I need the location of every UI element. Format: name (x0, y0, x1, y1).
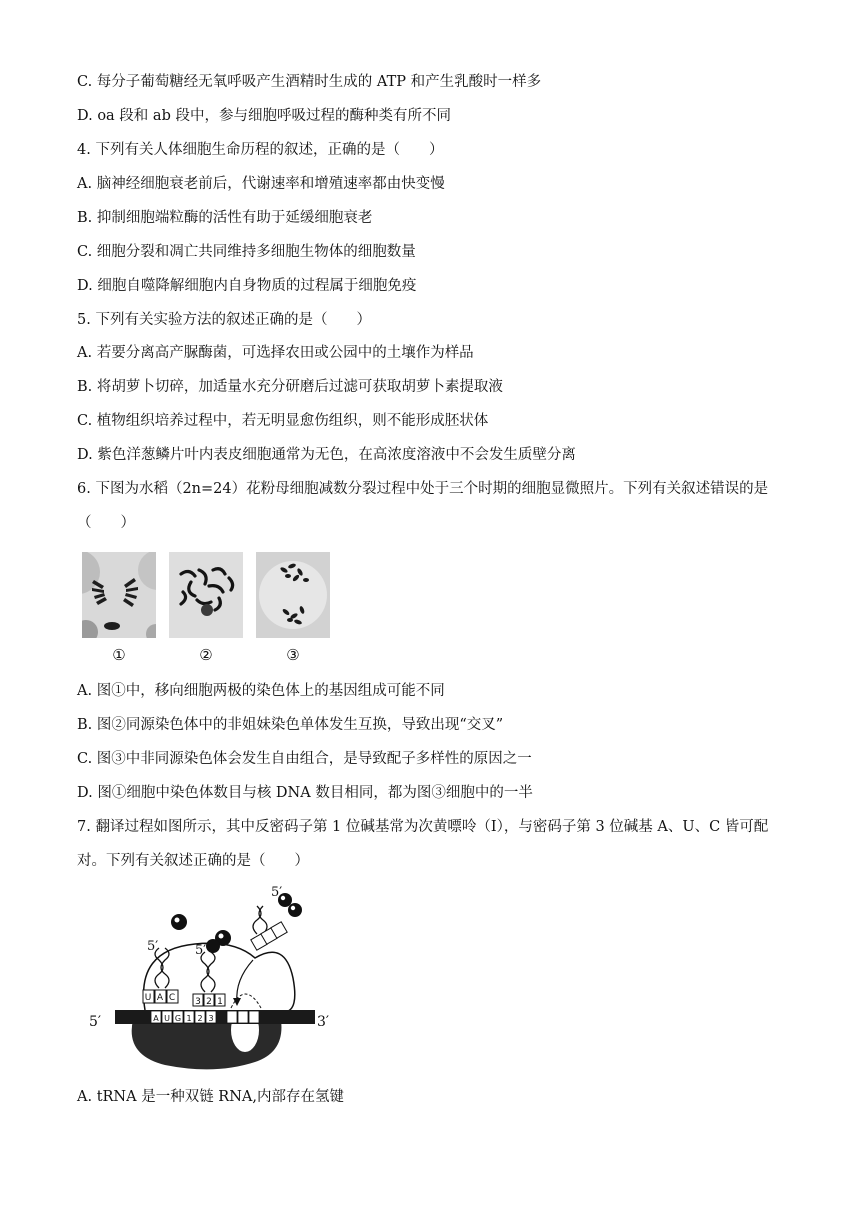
option-b: B. 抑制细胞端粒酶的活性有助于延缓细胞衰老 (77, 210, 373, 226)
codon-base: A (153, 1014, 159, 1023)
anticodon-base: 1 (217, 997, 223, 1007)
option-c: C. 植物组织培养过程中，若无明显愈伤组织，则不能形成胚状体 (77, 413, 489, 429)
anticodon-base: C (168, 993, 176, 1003)
question-6-stem: 6. 下图为水稻（2n=24）花粉母细胞减数分裂过程中处于三个时期的细胞显微照片。下列有关叙述错误的是 (77, 481, 769, 497)
text-line: D. oa 段和 ab 段中，参与细胞呼吸过程的酶种类有所不同 (77, 108, 451, 124)
codon-base: 1 (186, 1014, 192, 1023)
codon-base: 2 (197, 1014, 203, 1023)
option-d: D. 图①细胞中染色体数目与核 DNA 数目相同，都为图③细胞中的一半 (77, 785, 533, 801)
question-7-stem-cont: 对。下列有关叙述正确的是（ ） (77, 853, 309, 869)
mrna-3-label: 3′ (317, 1014, 330, 1030)
option-a: A. 脑神经细胞衰老前后，代谢速率和增殖速率都由快变慢 (77, 176, 445, 192)
codon-base: U (164, 1014, 170, 1023)
option-c: C. 细胞分裂和凋亡共同维持多细胞生物体的细胞数量 (77, 244, 416, 260)
option-a: A. 若要分离高产脲酶菌，可选择农田或公园中的土壤作为样品 (77, 345, 474, 361)
micrograph-caption: ① (112, 646, 126, 664)
micrograph-caption: ② (199, 646, 213, 664)
question-4-stem: 4. 下列有关人体细胞生命历程的叙述，正确的是（ ） (77, 142, 444, 158)
micrograph-caption: ③ (286, 646, 300, 664)
option-b: B. 将胡萝卜切碎，加适量水充分研磨后过滤可获取胡萝卜素提取液 (77, 379, 503, 395)
anticodon-base: 2 (206, 997, 212, 1007)
mrna-5-label: 5′ (89, 1014, 102, 1030)
codon-base: 3 (208, 1014, 214, 1023)
five-prime-label: 5′ (147, 939, 159, 954)
codon-base: G (174, 1014, 182, 1023)
anticodon-base: U (144, 993, 152, 1003)
question-7-stem: 7. 翻译过程如图所示，其中反密码子第 1 位碱基常为次黄嘌呤（I），与密码子第 3 位碱基 A、U、C 皆可配 (77, 819, 769, 835)
option-c: C. 图③中非同源染色体会发生自由组合，是导致配子多样性的原因之一 (77, 751, 532, 767)
five-prime-label: 5′ (271, 885, 283, 900)
anticodon-base: 3 (195, 997, 201, 1007)
option-a: A. tRNA 是一种双链 RNA,内部存在氢键 (77, 1089, 344, 1105)
question-6-stem-cont: （ ） (77, 515, 135, 531)
anticodon-base: A (156, 993, 164, 1003)
translation-diagram (85, 880, 345, 1075)
option-d: D. 细胞自噬降解细胞内自身物质的过程属于细胞免疫 (77, 278, 417, 294)
micrograph-1 (82, 552, 156, 638)
micrograph-figure (82, 552, 332, 662)
question-5-stem: 5. 下列有关实验方法的叙述正确的是（ ） (77, 312, 371, 328)
micrograph-3 (256, 552, 330, 638)
five-prime-label: 5′ (195, 943, 207, 958)
micrograph-2 (169, 552, 243, 638)
option-d: D. 紫色洋葱鳞片叶内表皮细胞通常为无色，在高浓度溶液中不会发生质壁分离 (77, 447, 576, 463)
text-line: C. 每分子葡萄糖经无氧呼吸产生酒精时生成的 ATP 和产生乳酸时一样多 (77, 74, 542, 90)
option-a: A. 图①中，移向细胞两极的染色体上的基因组成可能不同 (77, 683, 445, 699)
option-b: B. 图②同源染色体中的非姐妹染色单体发生互换，导致出现“交叉” (77, 717, 504, 733)
